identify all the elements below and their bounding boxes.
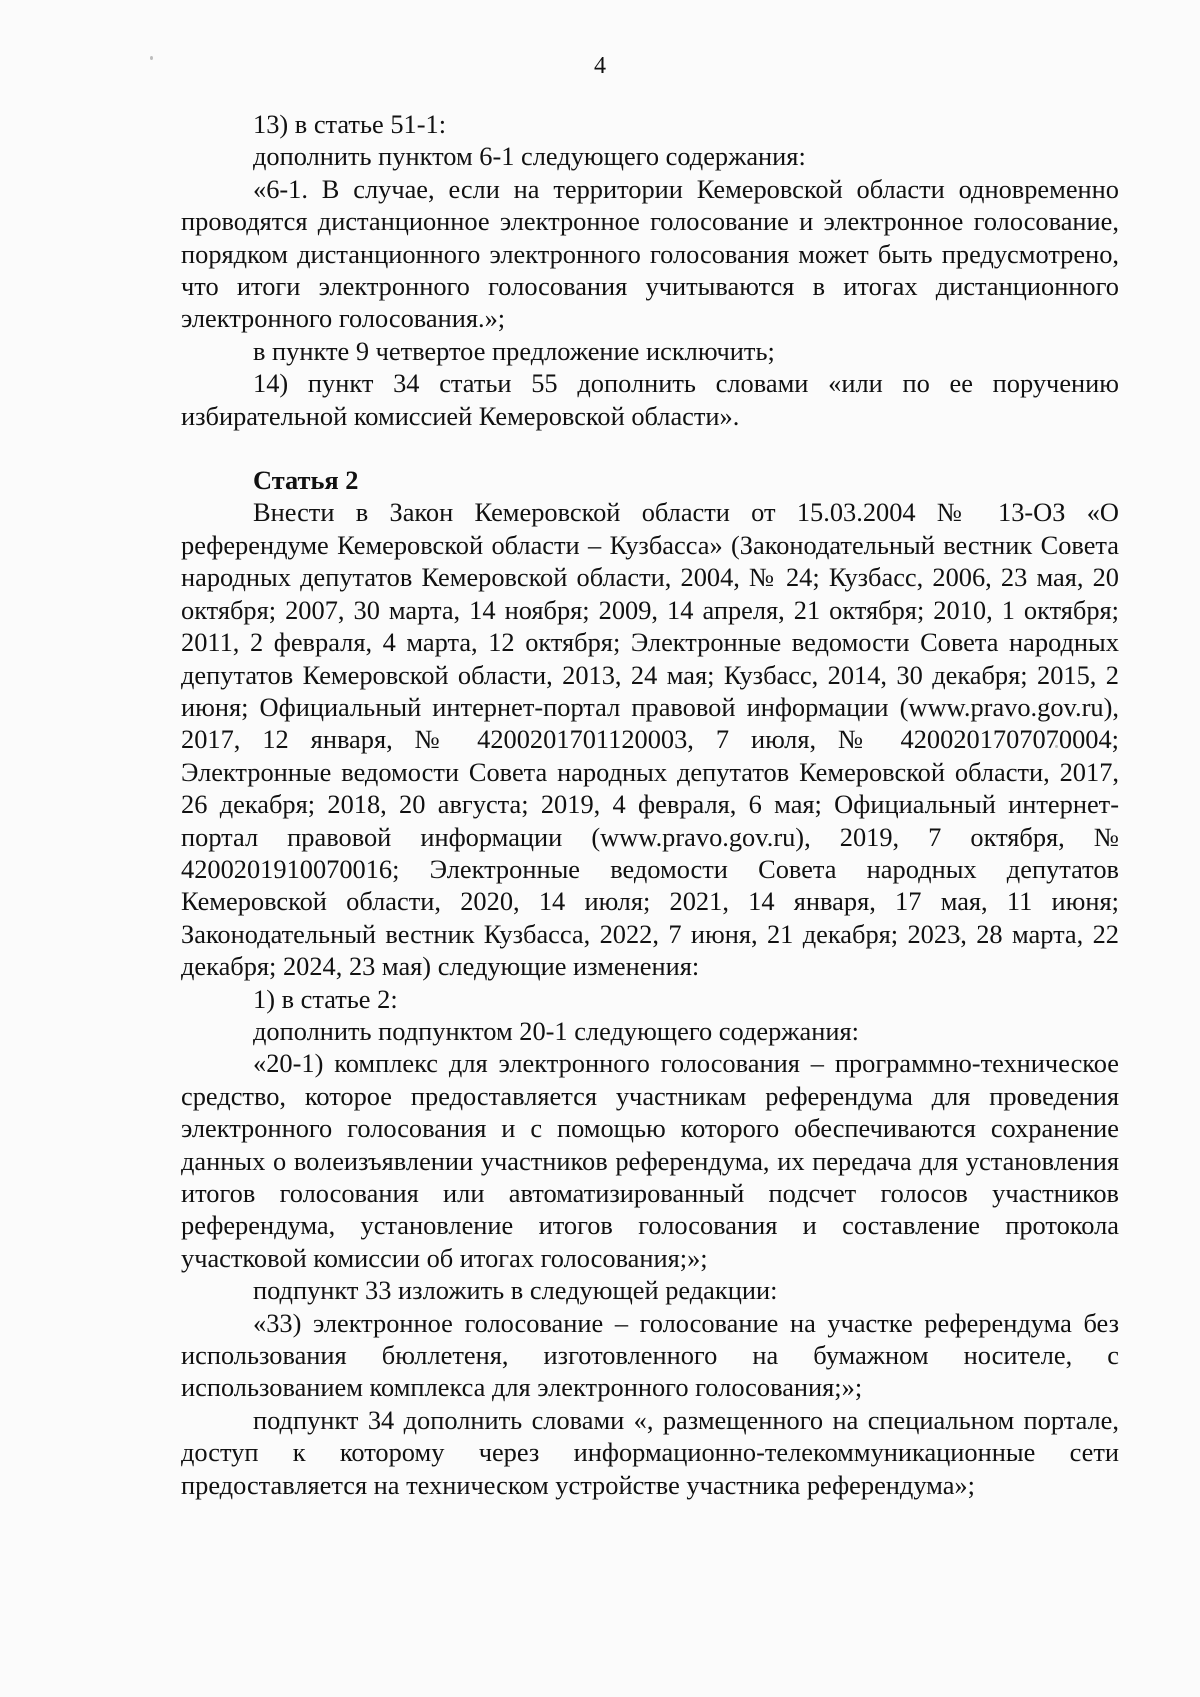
item-13-heading: 13) в статье 51-1: — [253, 109, 447, 139]
article-2-heading: Статья 2 — [253, 465, 359, 496]
subpoint-33-change: подпункт 33 изложить в следующей редакции: — [253, 1275, 778, 1306]
subpoint-34-change: подпункт 34 дополнить словами «, размещенного на специальном портале, доступ к которому через информационно-телекоммуникационные сети предоставляется на техническом устройстве участника референдума»; — [181, 1404, 1119, 1500]
page-number: 4 — [594, 53, 606, 79]
item-1-heading: 1) в статье 2: — [253, 983, 398, 1014]
add-point-6-1: дополнить пунктом 6-1 следующего содержания: — [253, 141, 806, 172]
article-2-intro: Внести в Закон Кемеровской области от 15.03.2004 № 13-ОЗ «О референдуме Кемеровской области – Кузбасса» (Законодательный вестник Совета народных депутатов Кемеровской области, 2004, № 24; Кузбасс, 2006, 23 мая, 20 октября; 2007, 30 марта, 14 ноября; 2009, 14 апреля, 21 октября; 2010, 1 октября; 2011, 2 февраля, 4 марта, 12 октября; Электронные ведомости Совета народных депутатов Кемеровской области, 2013, 24 мая; Кузбасс, 2014, 30 декабря; 2015, 2 июня; Официальный интернет-портал правовой информации (www.pravo.gov.ru), 2017, 12 января, № 4200201701120003, 7 июля, № 4200201707070004; Электронные ведомости Совета народных депутатов Кемеровской области, 2017, 26 декабря; 2018, 20 августа; 2019, 4 февраля, 6 мая; Официальный интернет-портал правовой информации (www.pravo.gov.ru), 2019, 7 октября, № 4200201910070016; Электронные ведомости Совета народных депутатов Кемеровской области, 2020, 14 июля; 2021, 14 января, 17 мая, 11 июня; Законодательный вестник Кузбасса, 2022, 7 июня, 21 декабря; 2023, 28 марта, 22 декабря; 2024, 23 мая) следующие изменения: — [181, 497, 1119, 982]
subpoint-33-text: «33) электронное голосование – голосование на участке референдума без использования бюллетеня, изготовленного на бумажном носителе, с использованием комплекса для электронного голосования;»; — [181, 1307, 1119, 1403]
subpoint-20-1-text: «20-1) комплекс для электронного голосования – программно-техническое средство, которое предоставляется участникам референдума для проведения электронного голосования и с помощью которого обеспечиваются сохранение данных о волеизъявлении участников референдума, их передача для установления итогов голосования или автоматизированный подсчет голосов участников референдума, установление итогов голосования и составление протокола участковой комиссии об итогах голосования;»; — [181, 1048, 1119, 1273]
point-6-1-text: «6-1. В случае, если на территории Кемеровской области одновременно проводятся дистанционное электронное голосование и электронное голосование, порядком дистанционного электронного голосования может быть предусмотрено, что итоги электронного голосования учитываются в итогах дистанционного электронного голосования.»; — [181, 173, 1119, 334]
point-9-change: в пункте 9 четвертое предложение исключить; — [253, 335, 775, 366]
add-subpoint-20-1: дополнить подпунктом 20-1 следующего содержания: — [253, 1015, 859, 1046]
document-body — [181, 108, 1119, 1501]
item-14-text: 14) пункт 34 статьи 55 дополнить словами «или по ее поручению избирательной комиссией Кемеровской области». — [181, 368, 1119, 431]
